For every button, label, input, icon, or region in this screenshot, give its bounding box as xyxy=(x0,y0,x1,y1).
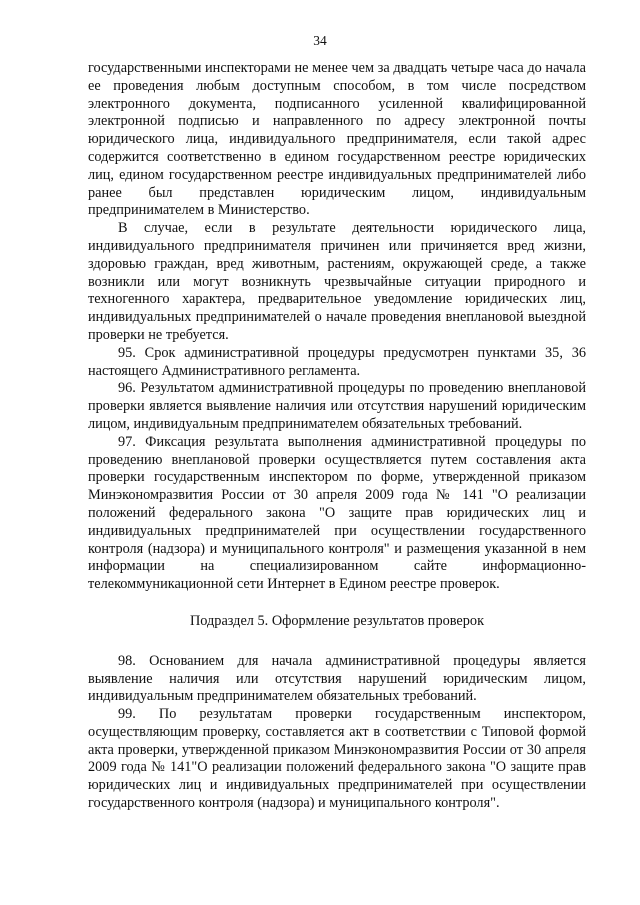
page-number: 34 xyxy=(313,33,327,48)
document-body xyxy=(88,60,586,813)
subsection-heading: Подраздел 5. Оформление результатов проверок xyxy=(189,612,485,629)
paragraph-98: 98. Основанием для начала административной процедуры является выявление наличия или отсутствия нарушений юридическим лицом, индивидуальным предпринимателем обязательных требований. xyxy=(88,652,586,705)
paragraph-96: 96. Результатом административной процедуры по проведению внеплановой проверки является выявление наличия или отсутствия нарушений юридическим лицом, индивидуальным предпринимателем обязательных требований. xyxy=(88,380,586,432)
paragraph-97: 97. Фиксация результата выполнения административной процедуры по проведению внеплановой проверки осуществляется путем составления акта проверки государственным инспектором по форме, утвержденной приказом Минэкономразвития России от 30 апреля 2009 года № 141 "О реализации положений федерального закона "О защите прав юридических лиц и индивидуальных предпринимателей при осуществлении государственного контроля (надзора) и муниципального контроля" и размещения указанной в нем информации на специализированном сайте информационно-телекоммуникационной сети Интернет в Едином реестре проверок. xyxy=(88,433,586,593)
paragraph-99: 99. По результатам проверки государственным инспектором, осуществляющим проверку, составляется акт в соответствии с Типовой формой акта проверки, утвержденной приказом Минэкономразвития России от 30 апреля 2009 года № 141"О реализации положений федерального закона "О защите прав юридических лиц и индивидуальных предпринимателей при осуществлении государственного контроля (надзора) и муниципального контроля". xyxy=(88,706,586,812)
paragraph-emergency-case: В случае, если в результате деятельности юридического лица, индивидуального предпринимателя причинен или причиняется вред жизни, здоровью граждан, вред животным, растениям, окружающей среде, а также возникли или могут возникнуть чрезвычайные ситуации природного и техногенного характера, предварительное уведомление юридических лиц, индивидуальных предпринимателей о начале проведения внеплановой выездной проверки не требуется. xyxy=(88,220,586,343)
paragraph-continuation: государственными инспекторами не менее чем за двадцать четыре часа до начала ее проведения любым доступным способом, в том числе посредством электронного документа, подписанного усиленной квалифицированной электронной подписью и направленного по адресу электронной почты юридического лица, индивидуального предпринимателя, если такой адрес содержится соответственно в едином государственном реестре юридических лиц, едином государственном реестре индивидуальных предпринимателей либо ранее был представлен юридическим лицом, индивидуальным предпринимателем в Министерство. xyxy=(88,60,586,219)
paragraph-95: 95. Срок административной процедуры предусмотрен пунктами 35, 36 настоящего Административного регламента. xyxy=(88,344,586,379)
